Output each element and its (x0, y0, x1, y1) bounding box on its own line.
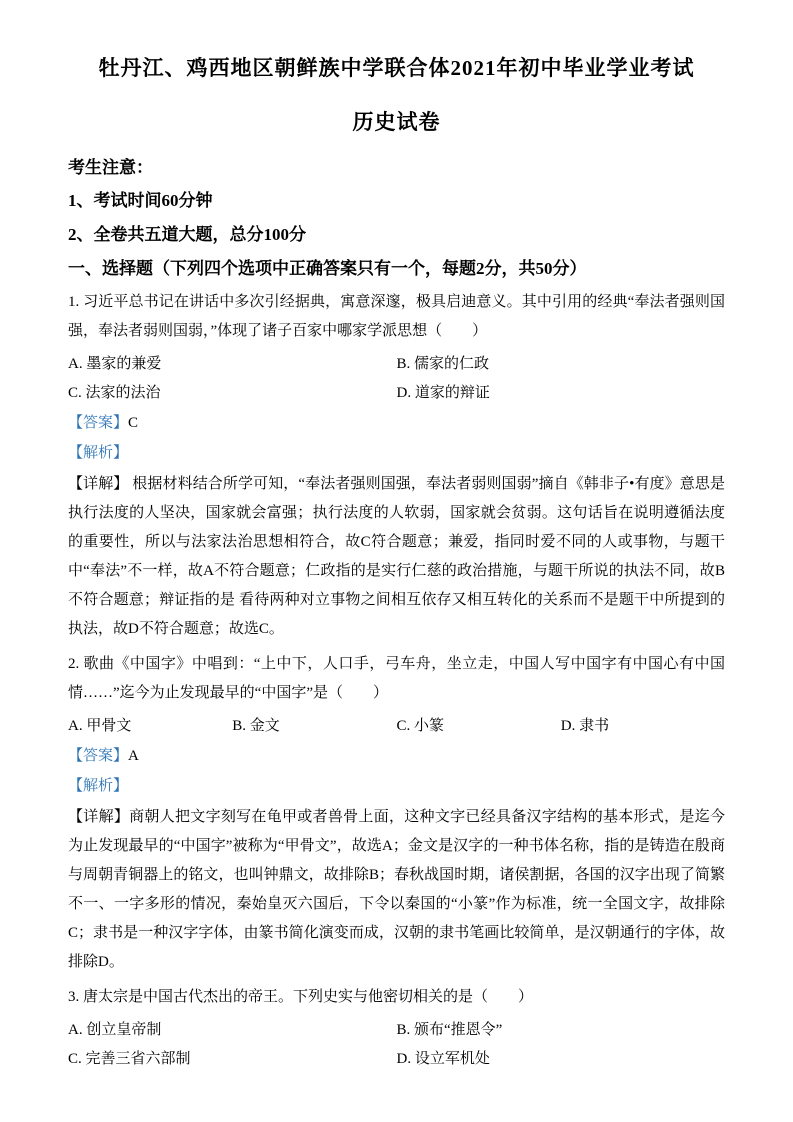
paper-subtitle: 历史试卷 (352, 110, 441, 134)
answer-label: 【答案】 (68, 415, 129, 431)
question-1-options (68, 350, 725, 408)
option-c: C. 小篆 (396, 718, 445, 734)
question-3 (68, 983, 725, 1074)
answer-label: 【答案】 (68, 748, 129, 764)
answer-value: A (128, 748, 139, 764)
question-2-answer-line (68, 742, 725, 771)
option-d: D. 设立军机处 (396, 1051, 490, 1067)
question-2-stem: 2. 歌曲《中国字》中唱到：“上中下，人口手，弓车舟，坐立走，中国人写中国字有中国心有中国情……”迄今为止发现最早的“中国字”是（ ） (68, 656, 725, 701)
answer-value: C (128, 415, 139, 431)
question-1-analysis-line (68, 439, 725, 468)
option-b: B. 儒家的仁政 (396, 356, 490, 372)
question-3-options (68, 1016, 725, 1074)
notice-item-2: 2、全卷共五道大题，总分100分 (68, 225, 306, 244)
question-2-detail (68, 803, 725, 977)
option-a: A. 墨家的兼爱 (68, 356, 162, 372)
option-d: D. 道家的辩证 (396, 385, 490, 401)
question-1-stem: 1. 习近平总书记在讲话中多次引经据典，寓意深邃，极具启迪意义。其中引用的经典“奉法者强则国强，奉法者弱则国弱，”体现了诸子百家中哪家学派思想（ ） (68, 294, 725, 339)
detail-label: 【详解】 (68, 809, 130, 825)
question-3-stem: 3. 唐太宗是中国古代杰出的帝王。下列史实与他密切相关的是（ ） (68, 989, 534, 1005)
option-d: D. 隶书 (560, 718, 610, 734)
question-2 (68, 650, 725, 977)
question-1-answer-line (68, 409, 725, 438)
detail-text: 商朝人把文字刻写在龟甲或者兽骨上面，这种文字已经具备汉字结构的基本形式，是迄今为止发现最早的“中国字”被称为“甲骨文”，故选A；金文是汉字的一种书体名称，指的是铸造在殷商与周朝青铜器上的铭文，也叫钟鼎文，故排除B；春秋战国时期，诸侯割据，各国的汉字出现了简繁不一、一字多形的情况，秦始皇灭六国后，下令以秦国的“小篆”作为标准，统一全国文字，故排除C；隶书是一种汉字字体，由篆书简化演变而成，汉朝的隶书笔画比较简单，是汉朝通行的字体，故排除D。 (68, 809, 725, 970)
analysis-label: 【解析】 (68, 445, 129, 461)
question-2-options (68, 712, 725, 741)
paper-title: 牡丹江、鸡西地区朝鲜族中学联合体2021年初中毕业学业考试 (98, 56, 695, 80)
question-2-analysis-line (68, 772, 725, 801)
detail-label: 【详解】 (68, 476, 129, 492)
analysis-label: 【解析】 (68, 778, 129, 794)
option-c: C. 法家的法治 (68, 385, 161, 401)
option-a: A. 甲骨文 (68, 718, 132, 734)
notice-header: 考生注意： (68, 158, 153, 177)
option-b: B. 金文 (232, 718, 280, 734)
question-1-detail (68, 470, 725, 644)
option-a: A. 创立皇帝制 (68, 1022, 162, 1038)
option-c: C. 完善三省六部制 (68, 1051, 191, 1067)
section-header: 一、选择题（下列四个选项中正确答案只有一个，每题2分，共50分） (68, 259, 587, 278)
notice-item-1: 1、考试时间60分钟 (68, 191, 213, 210)
detail-text: 根据材料结合所学可知，“奉法者强则国强，奉法者弱则国弱”摘自《韩非子•有度》意思是执行法度的人坚决，国家就会富强；执行法度的人软弱，国家就会贫弱。这句话旨在说明遵循法度的重要性，所以与法家法治思想相符合，故C符合题意；兼爱，指同时爱不同的人或事物，与题干中“奉法”不一样，故A不符合题意；仁政指的是实行仁慈的政治措施，与题干所说的执法不同，故B不符合题意；辩证指的是 看待两种对立事物之间相互依存又相互转化的关系而不是题干中所提到的执法，故D不符合题意；故选C。 (68, 476, 725, 637)
option-b: B. 颁布“推恩令” (396, 1022, 503, 1038)
question-1 (68, 288, 725, 644)
